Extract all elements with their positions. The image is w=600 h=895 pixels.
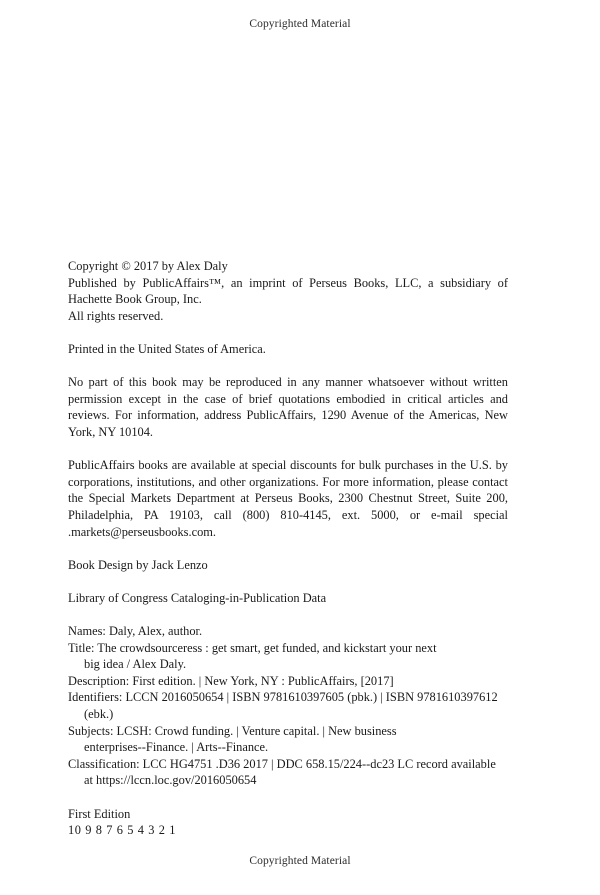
spacer <box>68 606 508 623</box>
copyrighted-material-watermark-bottom: Copyrighted Material <box>249 855 351 867</box>
cip-line: Subjects: LCSH: Crowd funding. | Venture capital. | New business <box>68 723 397 738</box>
printed-in-line: Printed in the United States of America. <box>68 341 266 356</box>
cip-line: Title: The crowdsourceress : get smart, get funded, and kickstart your next <box>68 640 437 655</box>
spacer <box>68 441 508 458</box>
copyrighted-material-watermark-top: Copyrighted Material <box>249 18 351 30</box>
rights-reserved-line: All rights reserved. <box>68 308 164 323</box>
book-design-credit: Book Design by Jack Lenzo <box>68 557 208 572</box>
cip-line: (ebk.) <box>84 707 114 722</box>
spacer <box>68 358 508 375</box>
cip-data-block <box>68 623 508 789</box>
cip-line: Identifiers: LCCN 2016050654 | ISBN 9781610397605 (pbk.) | ISBN 9781610397612 <box>68 690 498 705</box>
publisher-line: Published by PublicAffairs™, an imprint of Perseus Books, LLC, a subsidiary of Hachette Book Group, Inc. <box>68 275 508 307</box>
copyright-line: Copyright © 2017 by Alex Daly <box>68 259 228 273</box>
copyright-text-block <box>68 258 508 839</box>
spacer <box>68 324 508 341</box>
reproduction-notice: No part of this book may be reproduced in any manner whatsoever without written permission except in the case of brief quotations embodied in critical articles and reviews. For information, address PublicAffairs, 1290 Avenue of the Americas, New York, NY 10104. <box>68 375 508 439</box>
cip-line: big idea / Alex Daly. <box>84 657 187 672</box>
spacer <box>68 789 508 806</box>
spacer <box>68 540 508 557</box>
spacer <box>68 573 508 590</box>
printing-number-line: 10 9 8 7 6 5 4 3 2 1 <box>68 823 177 838</box>
edition-line: First Edition <box>68 806 131 821</box>
cip-line: at https://lccn.loc.gov/2016050654 <box>84 773 257 788</box>
cip-line: Names: Daly, Alex, author. <box>68 624 203 639</box>
bulk-discounts-notice: PublicAffairs books are available at special discounts for bulk purchases in the U.S. by corporations, institutions, and other organizations. For more information, please contact the Special Markets Department at Perseus Books, 2300 Chestnut Street, Suite 200, Philadelphia, PA 19103, call (800) 810-4145, ext. 5000, or e-mail special .markets@perseusbooks.com. <box>68 458 508 539</box>
cip-line: Classification: LCC HG4751 .D36 2017 | DDC 658.15/224--dc23 LC record available <box>68 756 496 771</box>
cip-line: enterprises--Finance. | Arts--Finance. <box>84 740 269 755</box>
cip-heading: Library of Congress Cataloging-in-Publication Data <box>68 590 327 605</box>
cip-line: Description: First edition. | New York, NY : PublicAffairs, [2017] <box>68 673 394 688</box>
